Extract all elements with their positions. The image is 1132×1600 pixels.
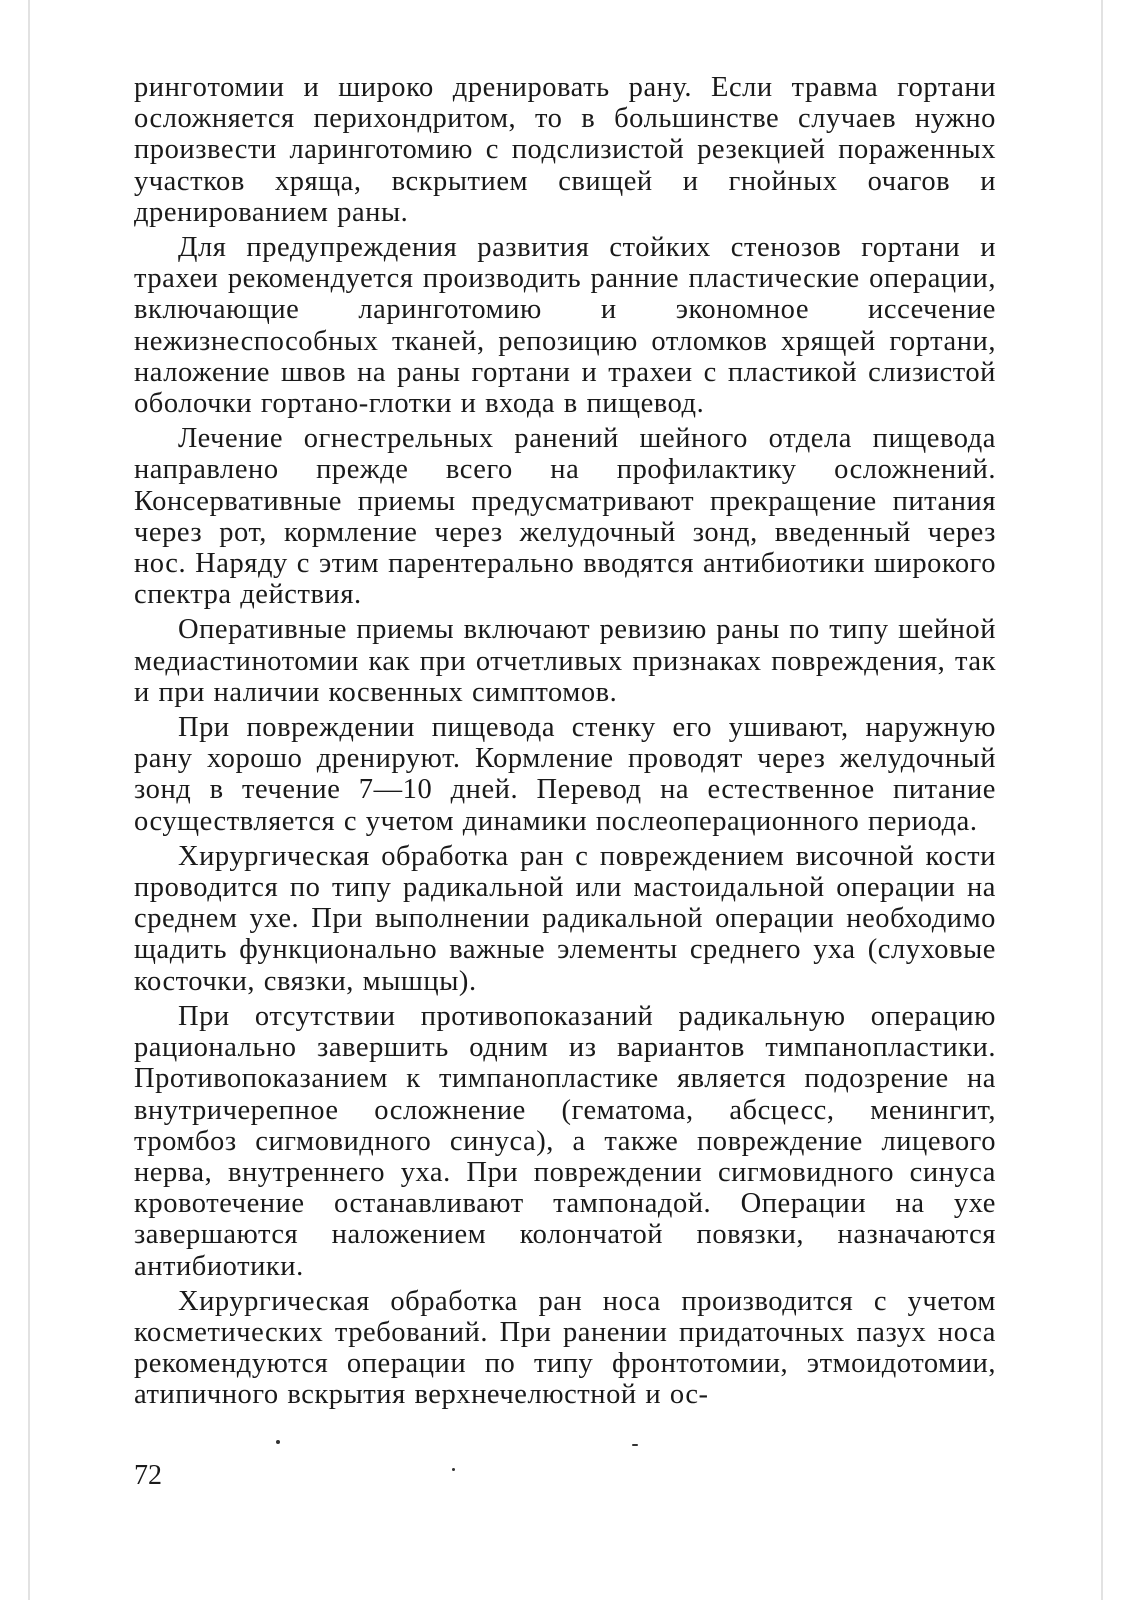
print-speck [276,1440,280,1444]
paragraph-4: Оперативные приемы включают ревизию раны по типу шейной медиастинотомии как при отчетливых признаках повреждения, так и при наличии косвенных симптомов. [134,614,996,708]
paragraph-5: При повреждении пищевода стенку его ушивают, наружную рану хорошо дренируют. Кормление проводят через желудочный зонд в течение 7—10 дней. Перевод на естественное питание осуществляется с учетом динамики послеоперационного периода. [134,712,996,837]
page-edge-right [1101,0,1103,1600]
page-edge-left [28,0,30,1600]
paragraph-7: При отсутствии противопоказаний радикальную операцию рационально завершить одним из вариантов тимпанопластики. Противопоказанием к тимпанопластике является подозрение на внутричерепное осложнение (гематома, абсцесс, менингит, тромбоз сигмовидного синуса), а также повреждение лицевого нерва, внутреннего уха. При повреждении сигмовидного синуса кровотечение останавливают тампонадой. Операции на ухе завершаются наложением колончатой повязки, назначаются антибиотики. [134,1000,996,1282]
paragraph-6: Хирургическая обработка ран с повреждением височной кости проводится по типу радикальной или мастоидальной операции на среднем ухе. При выполнении радикальной операции необходимо щадить функционально важные элементы среднего уха (слуховые косточки, связки, мышцы). [134,840,996,997]
print-speck [452,1468,455,1471]
page-number: 72 [134,1460,162,1491]
paragraph-8: Хирургическая обработка ран носа производится с учетом косметических требований. При ранении придаточных пазух носа рекомендуются операции по типу фронтотомии, этмоидотомии, атипичного вскрытия верхнечелюстной и ос- [134,1285,996,1411]
paragraph-2: Для предупреждения развития стойких стенозов гортани и трахеи рекомендуется производить ранние пластические операции, включающие ларинготомию и экономное иссечение нежизнеспособных тканей, репозицию отломков хрящей гортани, наложение швов на раны гортани и трахеи с пластикой слизистой оболочки гортано-глотки и входа в пищевод. [134,232,996,420]
paragraph-1: рингoтомии и широко дренировать рану. Если травма гортани осложняется перихондритом, то в большинстве случаев нужно произвести ларинготомию с подслизистой резекцией пораженных участков хряща, вскрытием свищей и гнойных очагов и дренированием раны. [134,72,996,228]
print-speck [632,1444,638,1446]
paragraph-3: Лечение огнестрельных ранений шейного отдела пищевода направлено прежде всего на профилактику осложнений. Консервативные приемы предусматривают прекращение питания через рот, кормление через желудочный зонд, введенный через нос. Наряду с этим парентерально вводятся антибиотики широкого спектра действия. [134,423,996,611]
body-text [134,72,996,1411]
